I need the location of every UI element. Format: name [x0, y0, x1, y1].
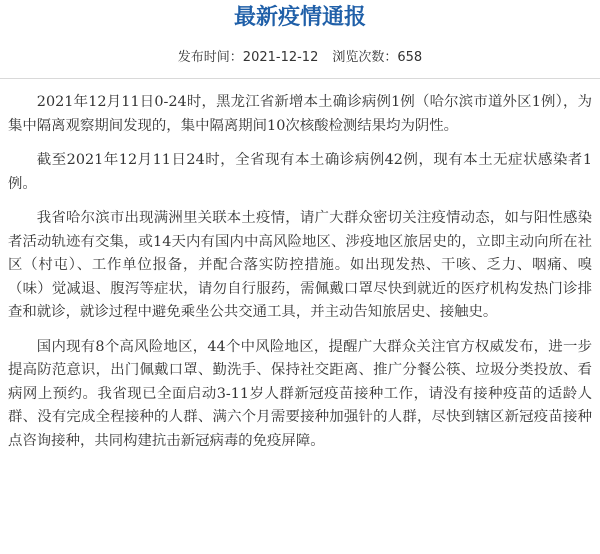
paragraph-current-totals: 截至2021年12月11日24时，全省现有本土确诊病例42例，现有本土无症状感染者1例。 [8, 152, 592, 192]
paragraph-harbin-advisory: 我省哈尔滨市出现满洲里关联本土疫情，请广大群众密切关注疫情动态，如与阳性感染者活动轨迹有交集，或14天内有国内中高风险地区、涉疫地区旅居史的，立即主动向所在社区（村屯）、工作单位报备，并配合落实防控措施。如出现发热、干咳、乏力、咽痛、嗅（味）觉减退、腹泻等症状，请勿自行服药，需佩戴口罩尽快到就近的医疗机构发热门诊排查和就诊，就诊过程中避免乘坐公共交通工具，并主动告知旅居史、接触史。 [8, 210, 592, 320]
paragraph-new-cases: 2021年12月11日0-24时，黑龙江省新增本土确诊病例1例（哈尔滨市道外区1例），为集中隔离观察期间发现的，集中隔离期间10次核酸检测结果均为阴性。 [8, 94, 592, 134]
publish-date: 2021-12-12 [242, 50, 319, 65]
publish-time-label: 发布时间： [177, 50, 243, 65]
article-body [8, 91, 592, 464]
header-divider [0, 78, 600, 79]
paragraph-risk-areas-vaccination: 国内现有8个高风险地区，44个中风险地区，提醒广大群众关注官方权威发布，进一步提高防范意识，出门佩戴口罩、勤洗手、保持社交距离、推广分餐公筷、垃圾分类投放、看病网上预约。我省现已全面启动3-11岁人群新冠疫苗接种工作，请没有接种疫苗的适龄人群、没有完成全程接种的人群、满六个月需要接种加强针的人群，尽快到辖区新冠疫苗接种点咨询接种，共同构建抗击新冠病毒的免疫屏障。 [8, 338, 592, 449]
views-count: 658 [397, 50, 423, 65]
views-label: 浏览次数： [332, 50, 398, 65]
page-title: 最新疫情通报 [233, 5, 366, 30]
article-meta [0, 48, 600, 68]
